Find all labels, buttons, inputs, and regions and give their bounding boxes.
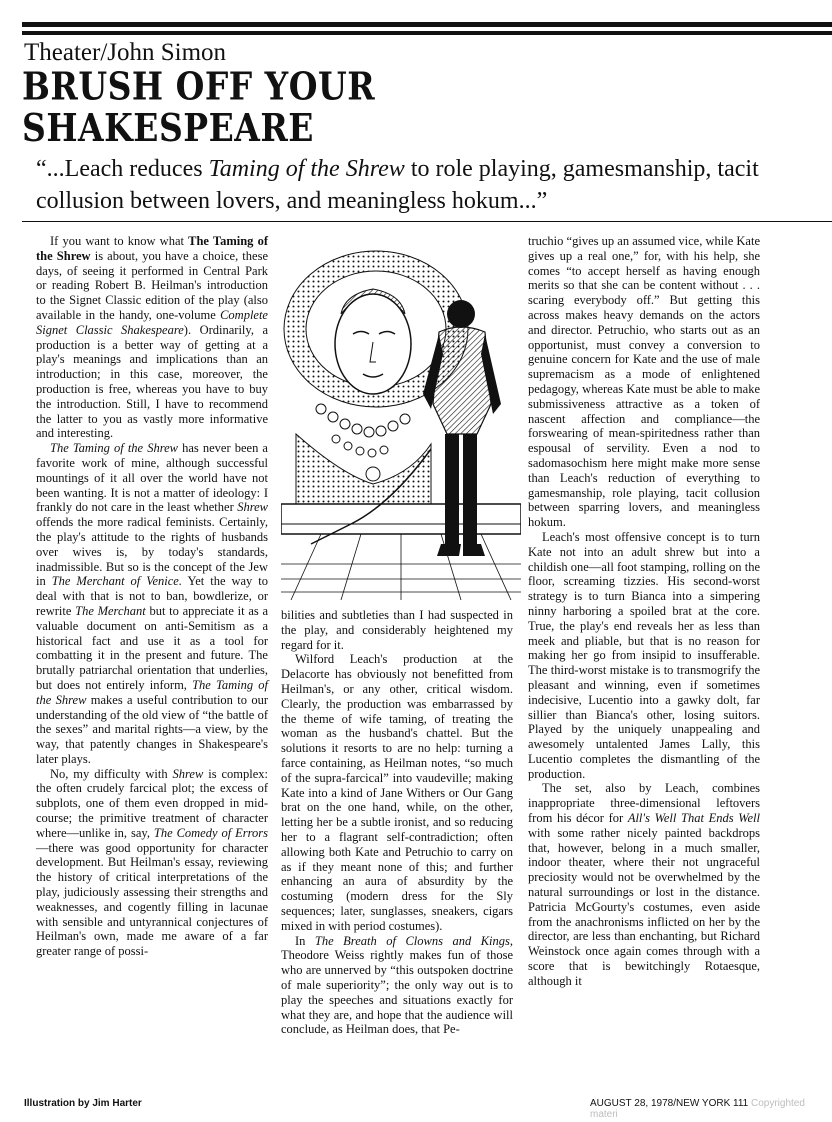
paragraph: No, my difficulty with Shrew is complex: the often crudely farcical plot; the excess of subplots, one of them even dropped in mid-course; the primitive treatment of character where—unlike in, say, The Comedy of Errors—there was good opportunity for character development. But Heilman's essay, reviewing the history of critical interpretations of the play, judiciously assessing their strengths and weaknesses, and cogently filling in lacunae with sensible and untyrannical conjectures of Heilman's own, made me aware of a far greater range of possi- <box>36 766 268 959</box>
portrait-face <box>335 289 411 394</box>
paragraph: truchio “gives up an assumed vice, while Kate gives up a real one,” for, with his help, she comes “to accept herself as having enough merits so that she can be content without . . . scaring everybody off.” But getting this across makes heavy demands on the actors and director. Petruchio, who starts out as an opportunist, must convey a conversion to genuine concern for Kate and the use of male supremacism as a mode of enlightened pedagogy, whereas Kate must be able to make submissiveness attractive as a token of nascent affection and compliance—the forswearing of mean-spiritedness rather than espousal of servility. Even a nod to sadomasochism here might make more sense than Leach's reduction of everything to gamesmanship, role playing, tacit collusion between sparring lovers, and meaningless hokum. <box>528 234 760 530</box>
headline-line-1: BRUSH OFF YOUR <box>22 63 376 109</box>
top-rule-thin <box>22 31 832 35</box>
paragraph: Wilford Leach's production at the Delacorte has obviously not benefitted from Heilman's, or any other, critical wisdom. Clearly, the production was embarrassed by the theme of wife taming, of treating the woman as the husband's chattel. But the solutions it resorts to are no help: turning a farce containing, as Heilman notes, “so much of the supra-farcical” into vaudeville; making Kate into a kind of Jane Withers or Our Gang brat on the one hand, while, on the other, letting her be a subtle ironist, and so reducing her to a flagrant self-contradiction; often allowing both Kate and Petruchio to carry on as if they meant none of this; and further enhancing an aura of absurdity by the costuming (modern dress for the Sly sequences; later, sunglasses, sneakers, cigars mixed in with period costumes). <box>281 652 513 933</box>
watermark: Copyrighted materi <box>590 1098 805 1120</box>
article-column-1 <box>36 234 268 1094</box>
page-folio: AUGUST 28, 1978/NEW YORK 111 Copyrighted materi <box>590 1098 805 1120</box>
paragraph: If you want to know what The Taming of the Shrew is about, you have a choice, these days, of seeing it performed in Central Park or reading Robert B. Heilman's introduction to the Signet Classic edition of the play (also available in the handy, one-volume Complete Signet Classic Shakespeare). Ordinarily, a production is a better way of getting at a play's meanings and implications than an introduction; in this case, moreover, the production is free, whereas you have to buy the introduction. Still, I have to recommend the latter to you as vastly more informative and interesting. <box>36 234 269 441</box>
illustration-credit: Illustration by Jim Harter <box>24 1098 142 1109</box>
paragraph: bilities and subtleties than I had suspected in the play, and considerably heightened my regard for it. <box>281 608 513 652</box>
article-column-3 <box>528 234 760 1094</box>
top-rule-thick <box>22 22 832 27</box>
paragraph: The Taming of the Shrew has never been a favorite work of mine, although successful mountings of it all over the world have not been wanting. It is not a matter of ideology: I frankly do not care in the least whether Shrew offends the more radical feminists. Certainly, the play's attitude to the rights of husbands over wives is, by today's standards, inadmissible. But so is the concept of the Jew in The Merchant of Venice. Yet the way to deal with that is not to ban, bowdlerize, or rewrite The Merchant but to appreciate it as a valuable document on anti-Semitism as a historical fact and use it as a tool for combatting it in the present and future. The brutally patriarchal orientation that underlies, but does not entirely inform, The Taming of the Shrew makes a useful contribution to our understanding of the old view of “the battle of the sexes” and marital rights—a view, by the way, that patently changes in Shakespeare's later plays. <box>36 441 269 766</box>
illustration <box>281 234 521 600</box>
paragraph: The set, also by Leach, combines inappropriate three-dimensional leftovers from his décor for All's Well That Ends Well with some rather nicely painted backdrops that, however, belong in a much smaller, indoor theater, where their not ungraceful preciosity would not be overwhelmed by the natural surroundings or lost in the distance. Patricia McGourty's costumes, even aside from the anachronisms inflicted on her by the director, are less than enchanting, but Richard Weinstock once again comes through with a score that is bewitchingly Rotaesque, although it <box>528 781 760 988</box>
pull-quote: “...Leach reduces Taming of the Shrew to role playing, gamesmanship, tacit collusion between lovers, and meaningless hokum...” <box>36 156 759 214</box>
section-kicker: Theater/John Simon <box>24 39 227 66</box>
paragraph: Leach's most offensive concept is to turn Kate not into an adult shrew but into a childish one—all foot stamping, rolling on the floor, screaming tizzies. His second-worst strategy is to turn Bianca into a simpering ninny harboring a spoiled brat at the core. True, the play's end reveals her as less than meek and pliable, but that is no reason for making her go from insipid to insufferable. The third-worst mistake is to transmogrify the pleasant and winning, even if sometimes indecisive, Lucentio into a gawky dolt, far sillier than Bianca's other, losing suitors. Played by the uniquely unappealing and awesomely untalented James Lally, this Lucentio completes the dismantling of the production. <box>528 529 760 781</box>
paragraph: In The Breath of Clowns and Kings, Theodore Weiss rightly makes fun of those who are unnerved by “this outspoken doctrine of male superiority”; the only way out is to play the speeches and situations exactly for what they are, and hope that the audience will conclude, as Heilman does, that Pe- <box>281 933 514 1037</box>
stage-frame <box>281 504 521 534</box>
article-column-2 <box>281 608 513 1094</box>
pull-quote-rule <box>22 221 832 222</box>
headline-line-2: SHAKESPEARE <box>22 105 314 150</box>
headline <box>22 63 376 150</box>
